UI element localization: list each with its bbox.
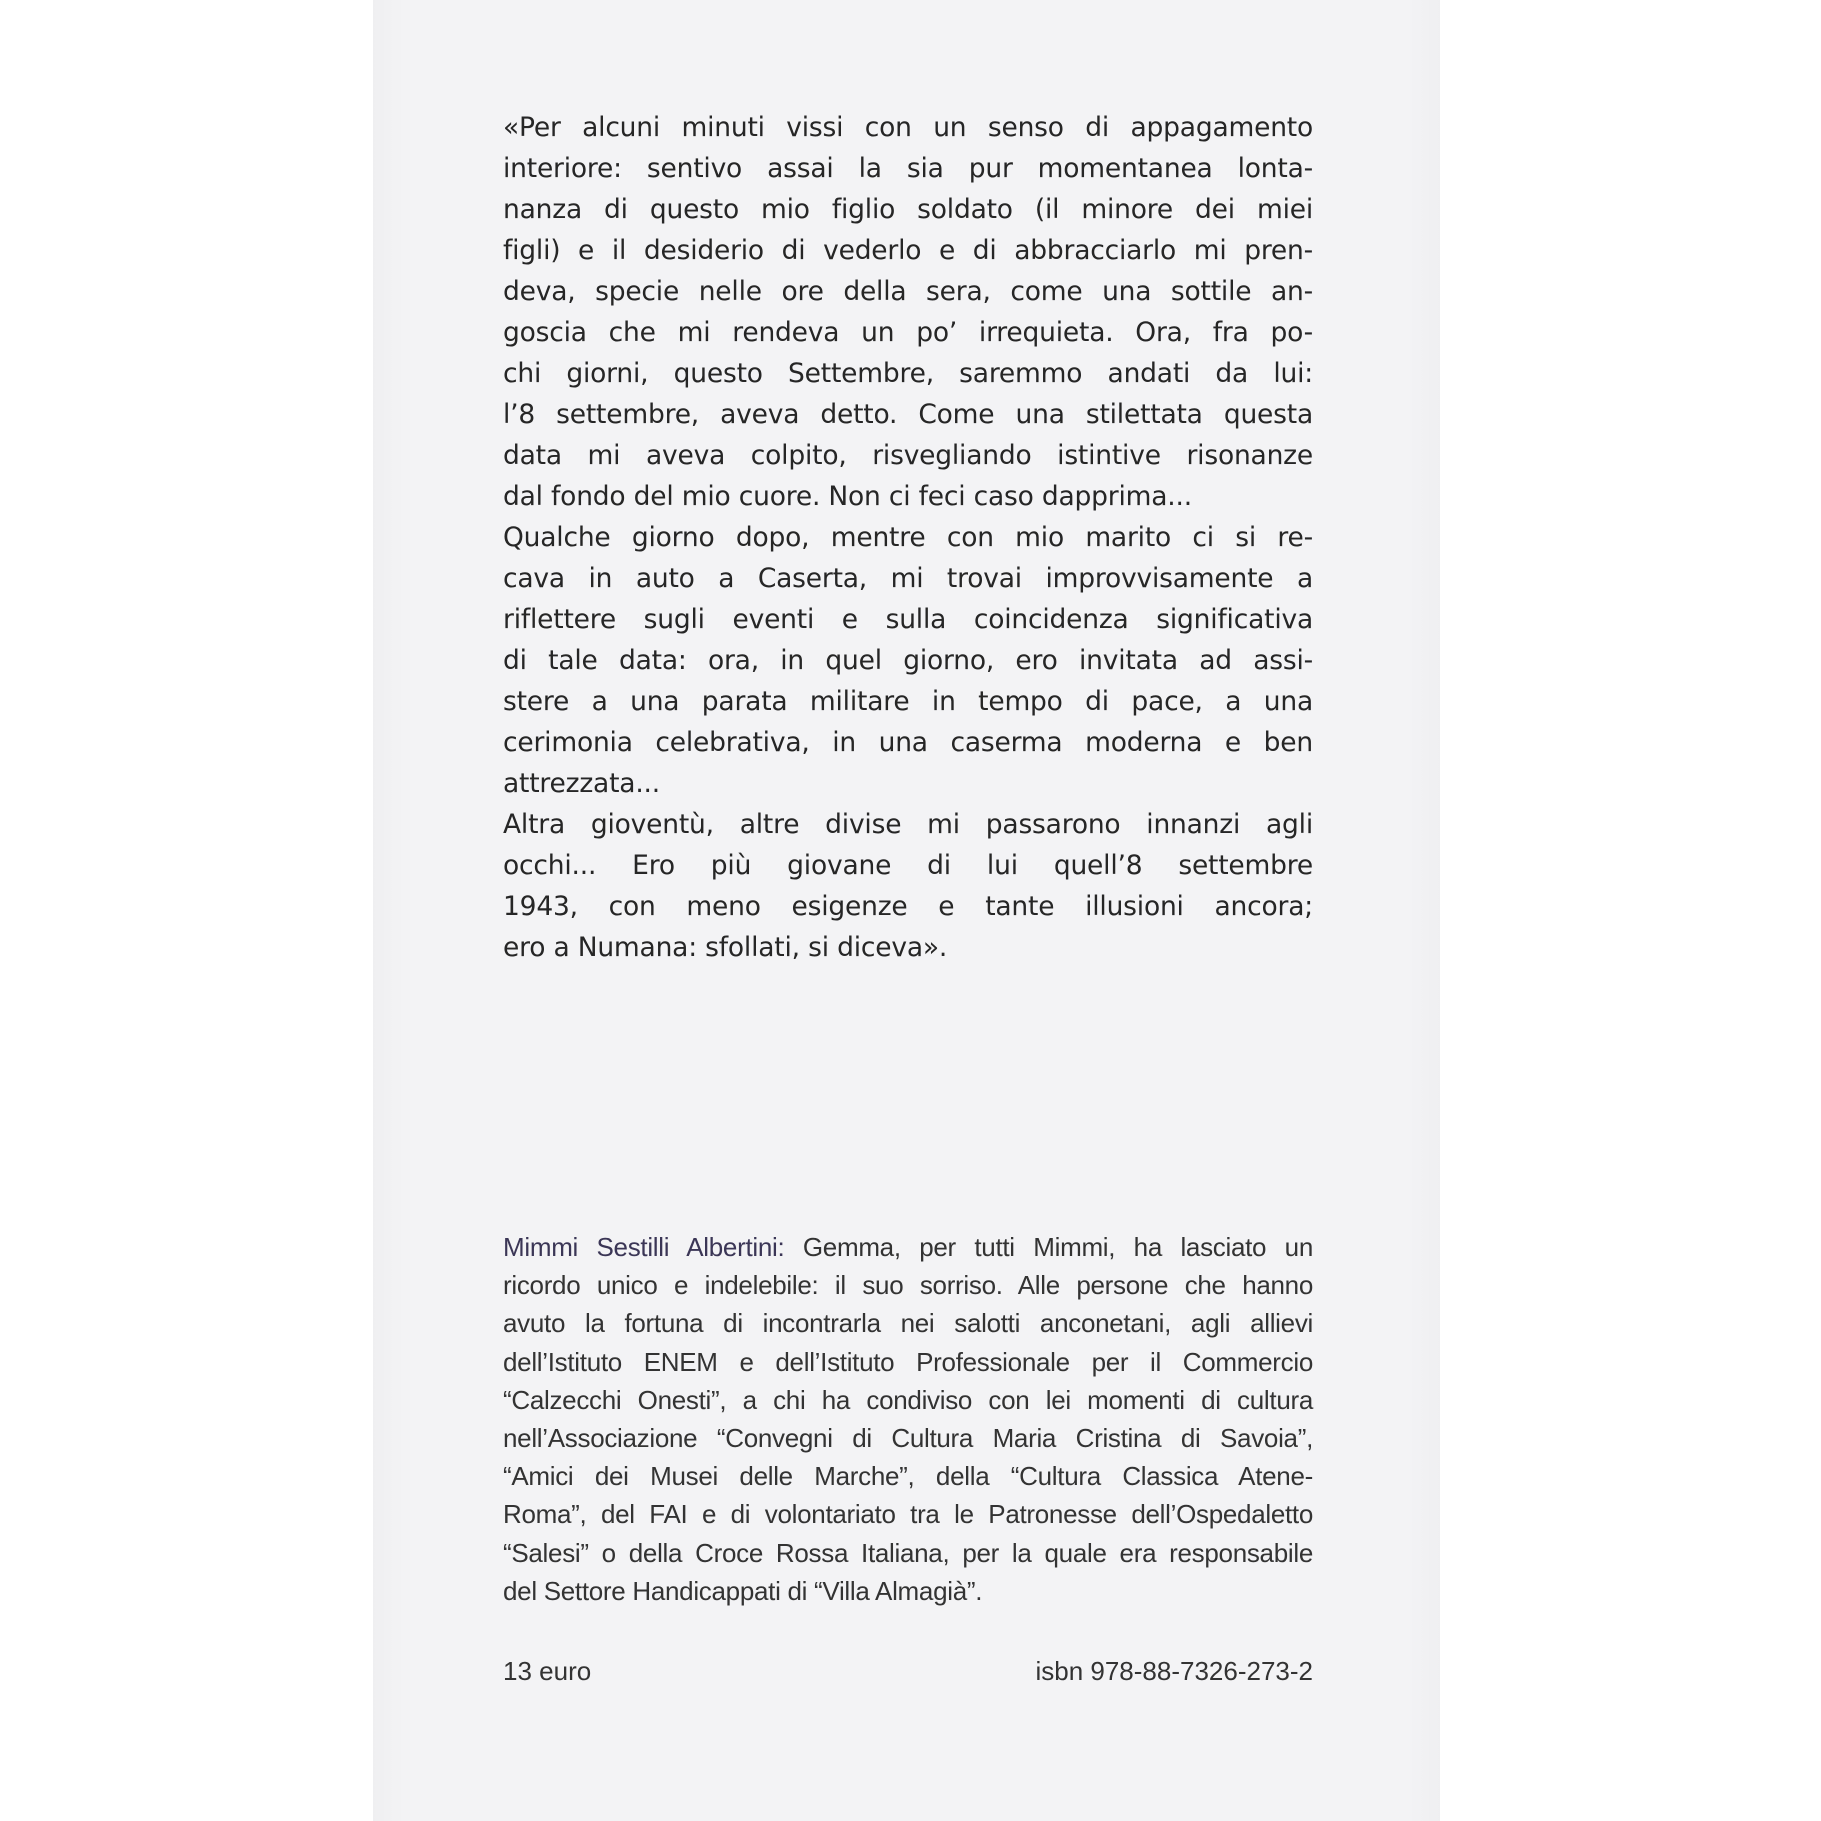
quote-line: di tale data: ora, in quel giorno, ero invitata ad assi-: [503, 645, 1313, 676]
quote-line: Qualche giorno dopo, mentre con mio marito ci si re-: [503, 522, 1313, 553]
quote-line: data mi aveva colpito, risvegliando istintive risonanze: [503, 440, 1313, 471]
excerpt-quote: [503, 107, 1313, 968]
quote-line: «Per alcuni minuti vissi con un senso di appagamento: [503, 112, 1313, 143]
quote-line: riflettere sugli eventi e sulla coincidenza significativa: [503, 604, 1313, 635]
quote-line: figli) e il desiderio di vederlo e di abbracciarlo mi pren-: [503, 235, 1313, 266]
quote-line: ero a Numana: sfollati, si diceva».: [503, 932, 948, 963]
bio-line: avuto la fortuna di incontrarla nei salotti anconetani, agli allievi: [503, 1308, 1313, 1339]
book-back-cover: [373, 0, 1440, 1821]
cover-footer: [503, 1656, 1313, 1687]
author-name: Mimmi Sestilli Albertini:: [503, 1232, 785, 1262]
quote-line: occhi... Ero più giovane di lui quell’8 settembre: [503, 850, 1313, 881]
quote-line: l’8 settembre, aveva detto. Come una stilettata questa: [503, 399, 1313, 430]
bio-first-line-text: Gemma, per tutti Mimmi, ha lasciato un: [784, 1232, 1313, 1262]
bio-line: “Amici dei Musei delle Marche”, della “Cultura Classica Atene-: [503, 1461, 1313, 1492]
bio-line: ricordo unico e indelebile: il suo sorriso. Alle persone che hanno: [503, 1270, 1313, 1301]
quote-line: Altra gioventù, altre divise mi passarono innanzi agli: [503, 809, 1313, 840]
quote-line: nanza di questo mio figlio soldato (il minore dei miei: [503, 194, 1313, 225]
quote-line: interiore: sentivo assai la sia pur momentanea lonta-: [503, 153, 1313, 184]
bio-line: [503, 1228, 1313, 1266]
quote-line: cerimonia celebrativa, in una caserma moderna e ben: [503, 727, 1313, 758]
quote-line: 1943, con meno esigenze e tante illusioni ancora;: [503, 891, 1313, 922]
quote-line: stere a una parata militare in tempo di pace, a una: [503, 686, 1313, 717]
bio-line: Roma”, del FAI e di volontariato tra le Patronesse dell’Ospedaletto: [503, 1499, 1313, 1530]
quote-line: cava in auto a Caserta, mi trovai improvvisamente a: [503, 563, 1313, 594]
bio-line: dell’Istituto ENEM e dell’Istituto Professionale per il Commercio: [503, 1346, 1313, 1377]
author-bio: [503, 1228, 1313, 1610]
quote-line: deva, specie nelle ore della sera, come una sottile an-: [503, 276, 1313, 307]
bio-line: nell’Associazione “Convegni di Cultura Maria Cristina di Savoia”,: [503, 1422, 1313, 1453]
bio-line: “Calzecchi Onesti”, a chi ha condiviso con lei momenti di cultura: [503, 1384, 1313, 1415]
bio-line: del Settore Handicappati di “Villa Almagià”.: [503, 1575, 983, 1606]
quote-line: dal fondo del mio cuore. Non ci feci caso dapprima...: [503, 481, 1192, 512]
isbn-label: isbn 978-88-7326-273-2: [1035, 1656, 1313, 1686]
price-label: 13 euro: [503, 1656, 592, 1686]
quote-line: chi giorni, questo Settembre, saremmo andati da lui:: [503, 358, 1313, 389]
quote-line: goscia che mi rendeva un po’ irrequieta. Ora, fra po-: [503, 317, 1313, 348]
bio-line: “Salesi” o della Croce Rossa Italiana, per la quale era responsabile: [503, 1537, 1313, 1568]
quote-line: attrezzata...: [503, 768, 660, 799]
